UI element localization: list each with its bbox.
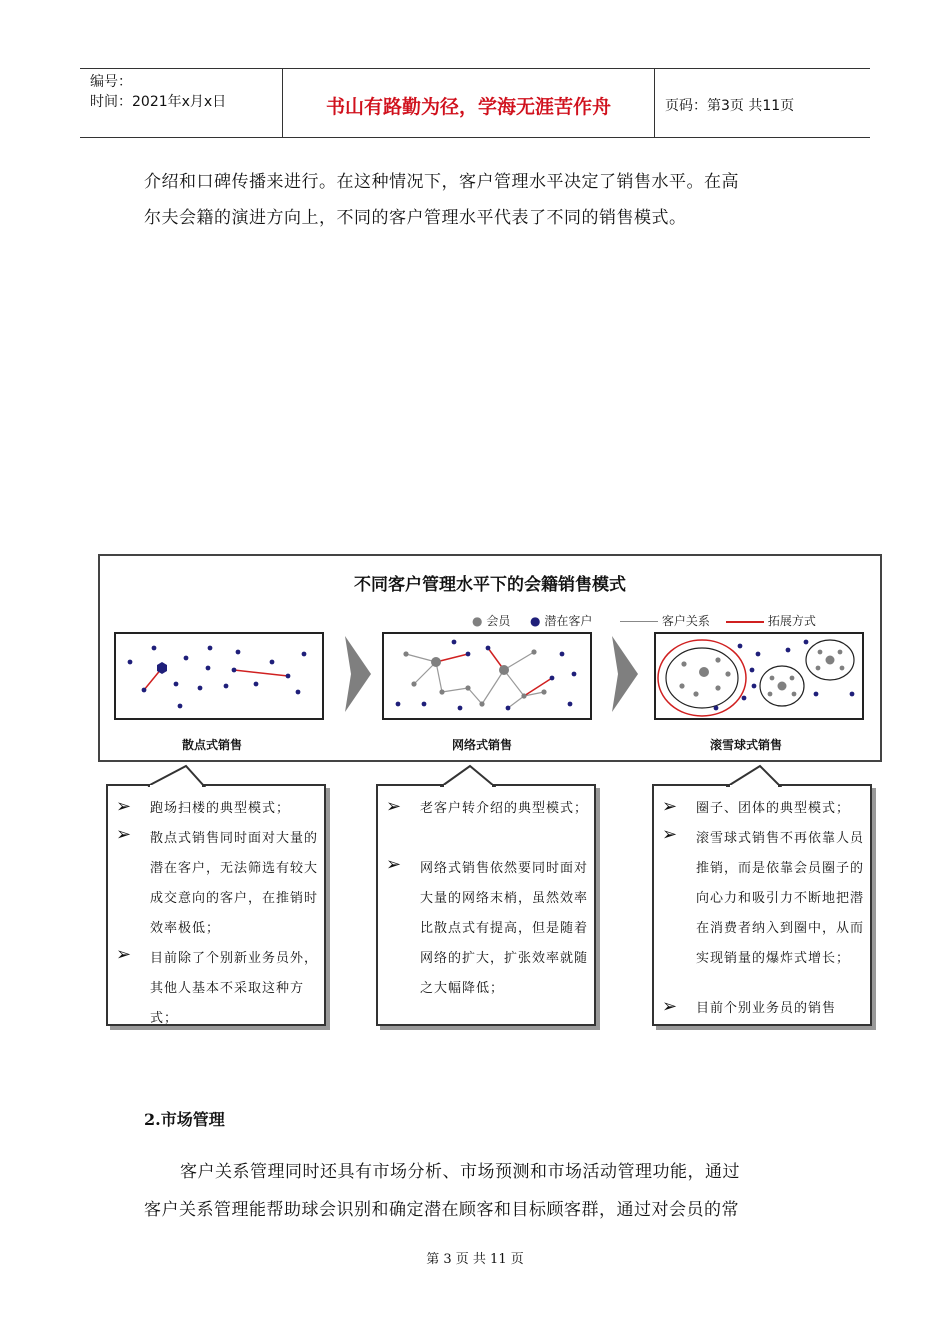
- arrow-right-icon: [612, 636, 638, 712]
- document-time-label: 时间：2021年x月x日: [90, 94, 227, 110]
- callout-scattered: [106, 784, 326, 1026]
- intro-line-1: 介绍和口碑传播来进行。在这种情况下，客户管理水平决定了销售水平。在高: [144, 172, 739, 192]
- arrow-bullet-icon: ➢: [116, 796, 132, 817]
- header-motto-cell: [283, 69, 655, 137]
- arrow-bullet-icon: ➢: [386, 796, 402, 817]
- callout-item: 散点式销售同时面对大量的潜在客户，无法筛选有较大成交意向的客户，在推销时效率极低；: [150, 831, 319, 936]
- potential-dot-icon: ●: [530, 614, 541, 628]
- arrow-bullet-icon: ➢: [116, 824, 132, 845]
- member-dot-icon: ●: [472, 614, 483, 628]
- panel-network: [382, 632, 592, 720]
- arrow-bullet-icon: ➢: [662, 796, 678, 817]
- callout-tail: [146, 764, 206, 788]
- page-header: [80, 68, 870, 138]
- callout-network: [376, 784, 596, 1026]
- arrow-right-icon: [345, 636, 371, 712]
- header-meta-cell: [80, 69, 283, 137]
- arrow-bullet-icon: ➢: [386, 854, 402, 875]
- callout-tail: [726, 764, 782, 788]
- panel-scattered: [114, 632, 324, 720]
- callout-item: 目前个别业务员的销售: [696, 1001, 837, 1016]
- network-diagram: [384, 634, 590, 718]
- expand-line-icon: [726, 621, 764, 623]
- intro-line-2: 尔夫会籍的演进方向上，不同的客户管理水平代表了不同的销售模式。: [144, 208, 687, 228]
- header-page-number: 页码：第3页 共11页: [665, 98, 795, 114]
- callout-item: 跑场扫楼的典型模式；: [150, 801, 291, 816]
- legend-member: ● 会员: [472, 614, 511, 628]
- callout-snowball: [652, 784, 872, 1026]
- callout-item: 目前除了个别新业务员外，其他人基本不采取这种方式；: [150, 951, 319, 1026]
- document-number-label: 编号：: [90, 74, 132, 90]
- relation-line-icon: [620, 621, 658, 622]
- sales-mode-figure: [98, 554, 882, 762]
- panel-label-network: 网络式销售: [452, 738, 513, 752]
- callout-tail: [440, 764, 496, 788]
- section-line-1: 客户关系管理同时还具有市场分析、市场预测和市场活动管理功能，通过: [180, 1162, 740, 1182]
- callout-item: 圈子、团体的典型模式；: [696, 801, 851, 816]
- arrow-bullet-icon: ➢: [662, 996, 678, 1017]
- arrow-bullet-icon: ➢: [662, 824, 678, 845]
- panel-label-scattered: 散点式销售: [182, 738, 243, 752]
- legend-expand: 拓展方式: [726, 612, 816, 629]
- legend-potential: ● 潜在客户: [530, 614, 593, 628]
- page-footer: 第 3 页 共 11 页: [426, 1252, 524, 1267]
- figure-title: 不同客户管理水平下的会籍销售模式: [354, 575, 626, 595]
- callout-item: 网络式销售依然要同时面对大量的网络末梢，虽然效率比散点式有提高，但是随着网络的扩大，扩张效率就随之大幅降低；: [420, 861, 589, 996]
- scattered-diagram: [116, 634, 322, 718]
- panel-label-snowball: 滚雪球式销售: [710, 738, 783, 752]
- section-line-2: 客户关系管理能帮助球会识别和确定潜在顾客和目标顾客群，通过对会员的常: [144, 1200, 739, 1220]
- callout-item: 滚雪球式销售不再依靠人员推销，而是依靠会员圈子的向心力和吸引力不断地把潜在消费者纳入到圈中，从而实现销量的爆炸式增长；: [696, 831, 865, 966]
- callout-item: 老客户转介绍的典型模式；: [420, 801, 589, 816]
- legend-relation: 客户关系: [620, 612, 710, 629]
- arrow-bullet-icon: ➢: [116, 944, 132, 965]
- panel-snowball: [654, 632, 864, 720]
- header-motto: 书山有路勤为径，学海无涯苦作舟: [325, 96, 611, 118]
- header-page-cell: [655, 69, 870, 137]
- snowball-diagram: [656, 634, 862, 718]
- section-heading: 2.市场管理: [144, 1110, 225, 1129]
